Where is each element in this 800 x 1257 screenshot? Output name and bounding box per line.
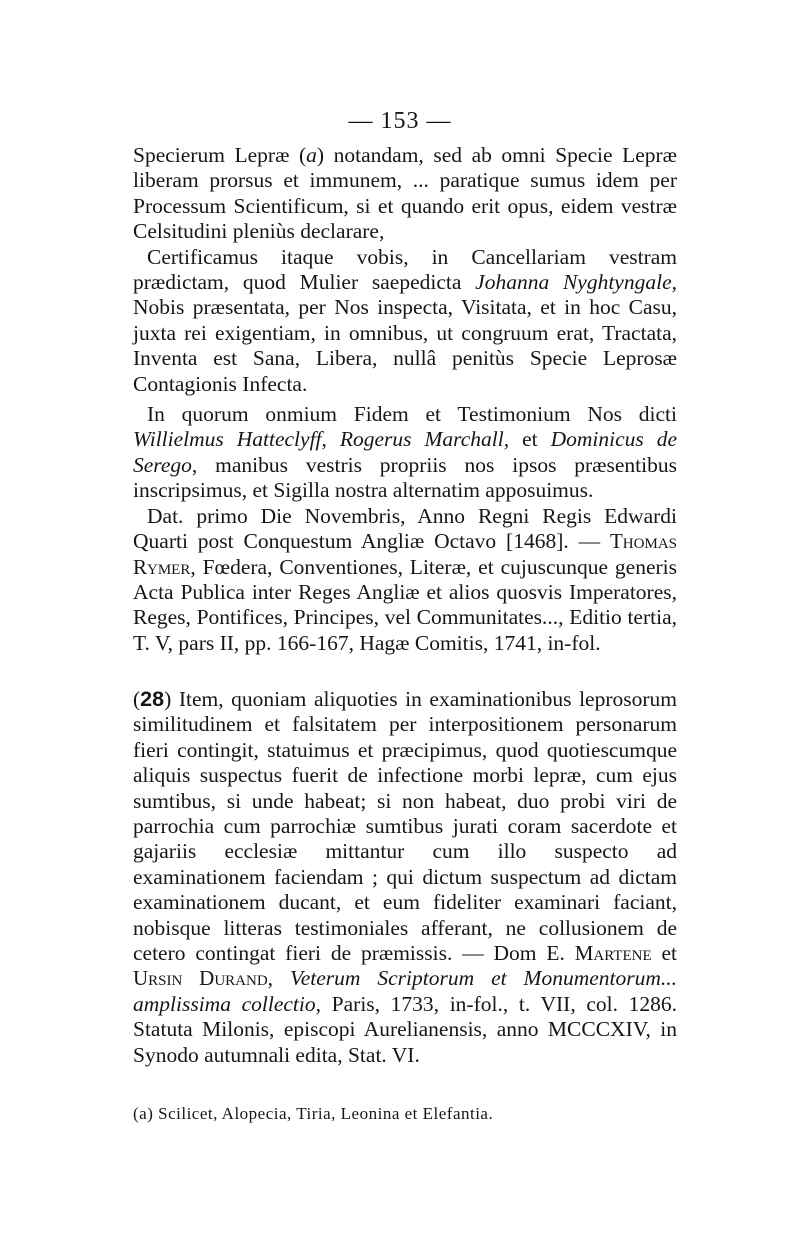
text-span: , [267, 966, 290, 991]
paragraph-1 [133, 143, 677, 245]
person-name: Rogerus Marchall [339, 427, 504, 452]
text-span: ) notandam, sed ab omni Specie Lepræ liberam prorsus et immunem, ... paratique sumus idem per Processum Scientificum, si et quando erit opus, eidem vestræ Celsitudini pleniùs declarare, [133, 143, 677, 244]
author-name: Thomas Rymer [133, 529, 677, 579]
paragraph-5: (28) Item, quoniam aliquoties in examinationibus leprosorum similitudinem et falsitatem per interpositionem personarum fieri contingit, statuimus et præcipimus, quod quotiescumque aliquis suspectus fuerit de infectione morbi lepræ, cum ejus sumtibus, si unde habeat; si non habeat, duo probi viri de parrochia cum parrochiæ sumtibus jurati coram sacerdote et gajariis ecclesiæ mittantur cum illo suspecto ad examinationem faciendam ; qui dictum suspectum ad dictam examinationem ducant, et eum fideliter examinari faciant, nobisque litteras testimoniales afferant, ne collusionem de cetero contingat fieri de præmissis. — Dom E. Martene et Ursin Durand, Veterum Scriptorum et Monumentorum... amplissima collectio, Paris, 1733, in-fol., t. VII, col. 1286. Statuta Milonis, episcopi Aurelianensis, anno MCCCXIV, in Synodo autumnali edita, Stat. VI. [133, 687, 678, 1067]
work-title: Veterum Scriptorum et Monumentorum... amplissima collectio [133, 966, 678, 1016]
person-name: Dominicus de Serego [133, 427, 677, 477]
author-name: Ursin Durand [133, 966, 268, 991]
page-number: — 153 — [348, 108, 452, 134]
text-span: , [321, 427, 340, 452]
person-name: Willielmus Hatteclyff [133, 427, 322, 452]
footnote-ref: a [306, 143, 317, 167]
footnote [133, 1103, 677, 1125]
person-name: Johanna Nyghtyngale [475, 270, 672, 295]
item-number: 28 [140, 687, 165, 711]
text-span: Specierum Lepræ ( [133, 143, 307, 167]
main-text-upper [133, 143, 677, 656]
text-span: , Fœdera, Conventiones, Literæ, et cujuscunque generis Acta Publica inter Reges Angliæ et alios quosvis Imperatores, Reges, Pontifices, Principes, vel Communitates..., Editio tertia, T. V, pars II, pp. 166-167, Hagæ Comitis, 1741, in-fol. [133, 554, 677, 655]
paragraph-2 [133, 245, 677, 397]
paragraph-3 [133, 402, 677, 504]
footnote-text: Scilicet, Alopecia, Tiria, Leonina et Elefantia. [158, 1104, 494, 1123]
text-span: , Paris, 1733, in-fol., t. VII, col. 1286. Statuta Milonis, episcopi Aurelianensis, anno MCCCXIV, in Synodo autumnali edita, Stat. VI. [133, 991, 678, 1067]
author-name: Martene [574, 941, 652, 966]
text-span: Certificamus itaque vobis, in Cancellariam vestram prædictam, quod Mulier saepedicta [133, 244, 677, 295]
paragraph-4 [133, 504, 677, 656]
text-span: , manibus vestris propriis nos ipsos præsentibus inscripsimus, et Sigilla nostra alternatim apposuimus. [133, 452, 677, 503]
main-text-lower [133, 687, 677, 1068]
text-span: In quorum onmium Fidem et Testimonium Nos dicti [147, 402, 677, 427]
text-span: et [651, 941, 677, 966]
text-span: , Nobis præsentata, per Nos inspecta, Visitata, et in hoc Casu, juxta rei exigentiam, in omnibus, ut congruum erat, Tractata, Inventa est Sana, Libera, nullâ penitùs Specie Leprosæ Contagionis Infecta. [133, 270, 677, 396]
text-span: Dat. primo Die Novembris, Anno Regni Regis Edwardi Quarti post Conquestum Angliæ Octavo [1468]. — [133, 503, 677, 554]
text-span: Item, quoniam aliquoties in examinationibus leprosorum similitudinem et falsitatem per interpositionem personarum fieri contingit, statuimus et præcipimus, quod quotiescumque aliquis suspectus fuerit de infectione morbi lepræ, cum ejus sumtibus, si unde habeat; si non habeat, duo probi viri de parrochia cum parrochiæ sumtibus jurati coram sacerdote et gajariis ecclesiæ mittantur cum illo suspecto ad examinationem faciendam ; qui dictum suspectum ad dictam examinationem ducant, et eum fideliter examinari faciant, nobisque litteras testimoniales afferant, ne collusionem de cetero contingat fieri de præmissis. — Dom E. [133, 687, 677, 966]
text-span: , et [503, 427, 551, 452]
footnote-marker: (a) [133, 1104, 154, 1123]
